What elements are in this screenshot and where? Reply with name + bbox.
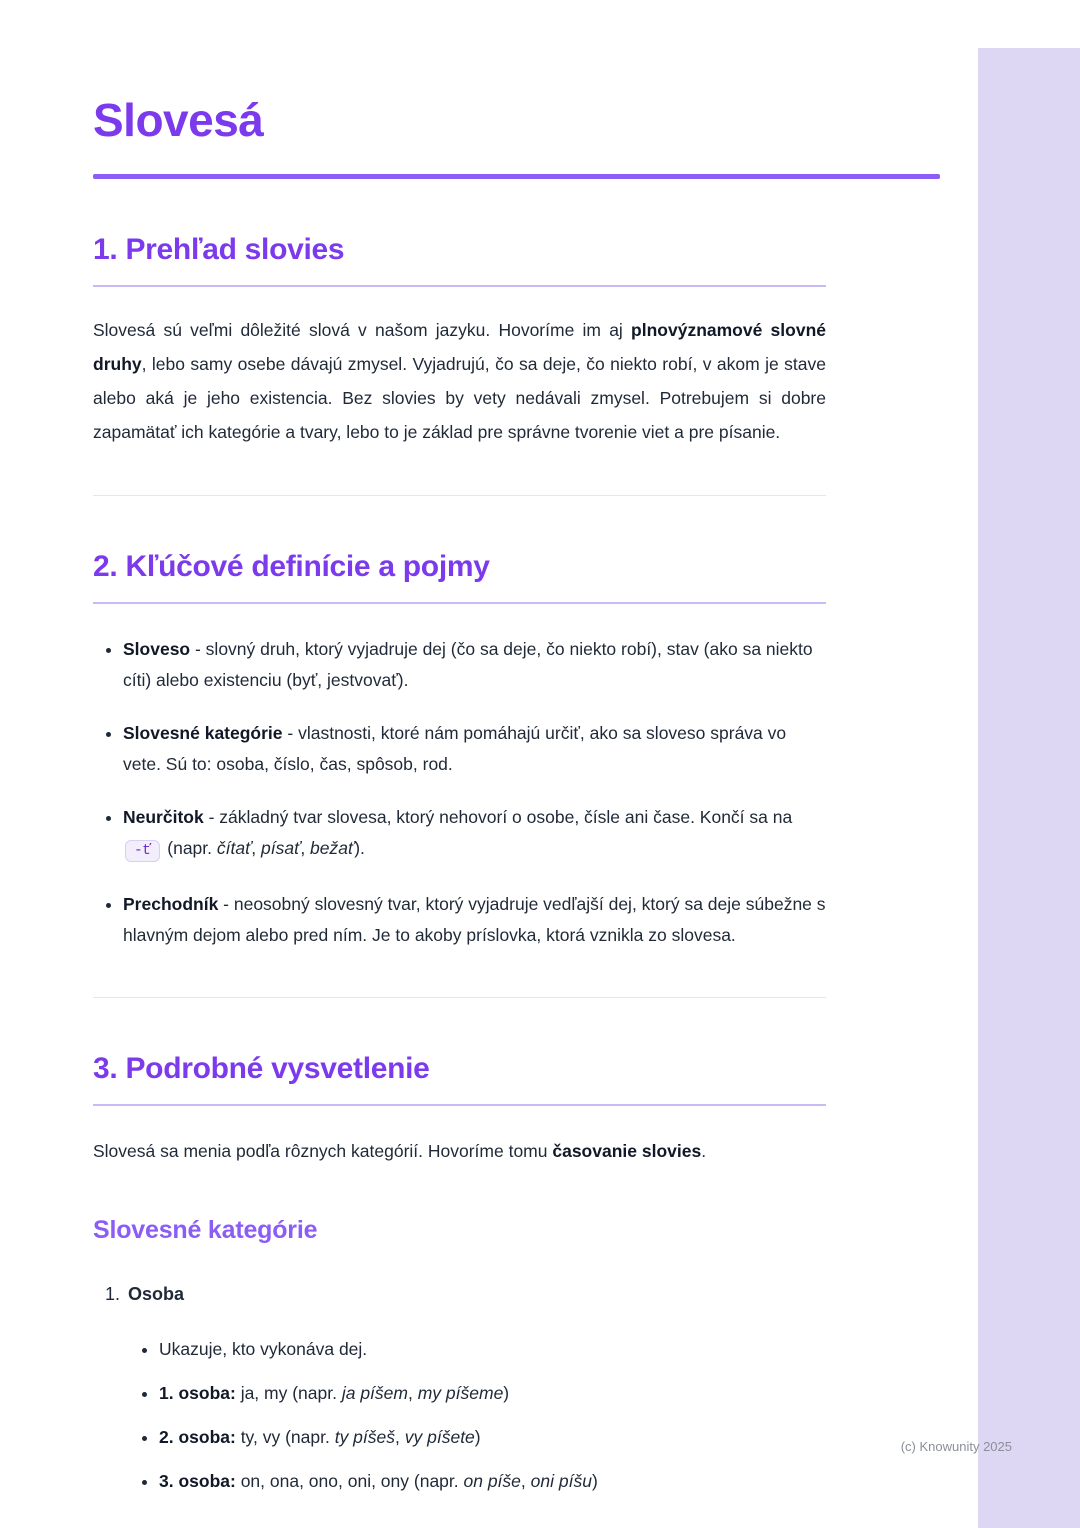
text-run: písať: [261, 838, 301, 858]
section-explanation: [93, 1050, 826, 1496]
list-item: [123, 718, 826, 780]
section-2-heading: 2. Kľúčové definície a pojmy: [93, 548, 826, 604]
text-run: on píše: [463, 1471, 521, 1491]
text-run: čítať: [216, 838, 252, 858]
text-run: časovanie slovies: [552, 1141, 702, 1161]
text-run: bežať: [310, 838, 355, 858]
text-run: - slovný druh, ktorý vyjadruje dej (čo sa deje, čo niekto robí), stav (ako sa niekto cíti) alebo existenciu (byť, jestvovať).: [123, 639, 813, 690]
list-item: [159, 1422, 826, 1452]
subheading-verb-categories: Slovesné kategórie: [93, 1216, 318, 1244]
text-run: - základný tvar slovesa, ktorý nehovorí o osobe, čísle ani čase. Končí sa na: [203, 807, 793, 827]
text-run: , lebo samy osebe dávajú zmysel. Vyjadrujú, čo sa deje, čo niekto robí, v akom je stave alebo aká je jeho existencia. Bez slovies by vety nedávali zmysel. Potrebujem si dobre zapamätať ich kategórie a tvary, lebo to je základ pre správne tvorenie viet a pre písanie.: [93, 354, 826, 442]
text-run: - neosobný slovesný tvar, ktorý vyjadruje vedľajší dej, ktorý sa deje súbežne s hlavným dejom alebo pred ním. Je to akoby príslovka, ktorá vznikla zo slovesa.: [123, 894, 826, 945]
text-run: vy píšete: [404, 1427, 475, 1447]
text-run: Slovesá sú veľmi dôležité slová v našom jazyku. Hovoríme im aj: [93, 320, 632, 340]
text-run: 3. osoba:: [159, 1471, 236, 1491]
list-item: [159, 1334, 826, 1364]
osoba-detail-list: [93, 1334, 826, 1496]
text-run: on, ona, ono, oni, ony (napr.: [235, 1471, 464, 1491]
numbered-item-osoba: [105, 1280, 826, 1308]
copyright-notice: (c) Knowunity 2025: [900, 1439, 1012, 1454]
text-run: ty, vy (napr.: [235, 1427, 335, 1447]
document-content: [93, 0, 826, 1510]
numbered-item-number: 1.: [105, 1284, 121, 1304]
text-run: ): [474, 1427, 481, 1447]
text-run: plnovýznamové slovné druhy: [93, 320, 826, 374]
section-definitions: [93, 548, 826, 951]
list-item: [123, 802, 826, 867]
text-run: ): [591, 1471, 598, 1491]
text-run: ja, my (napr.: [235, 1383, 342, 1403]
text-run: ,: [251, 838, 262, 858]
text-run: ): [503, 1383, 510, 1403]
text-run: 2. osoba:: [159, 1427, 236, 1447]
text-run: Neurčitok: [123, 807, 204, 827]
section-1-paragraph: [93, 313, 826, 449]
text-run: ,: [395, 1427, 405, 1447]
text-run: Sloveso: [123, 639, 191, 659]
text-run: ja píšem: [341, 1383, 408, 1403]
text-run: Slovesá sa menia podľa rôznych kategórií. Hovoríme tomu: [93, 1141, 553, 1161]
text-run: -ť: [125, 840, 160, 862]
text-run: oni píšu: [530, 1471, 592, 1491]
text-run: (napr.: [162, 838, 217, 858]
numbered-item-label: Osoba: [128, 1284, 185, 1304]
text-run: ).: [354, 838, 365, 858]
section-overview: [93, 231, 826, 449]
text-run: .: [701, 1141, 707, 1161]
text-run: Prechodník: [123, 894, 219, 914]
text-run: Slovesné kategórie: [123, 723, 283, 743]
list-item: [123, 889, 826, 951]
section-3-paragraph: [93, 1136, 826, 1166]
section-3-heading: 3. Podrobné vysvetlenie: [93, 1050, 826, 1106]
text-run: ,: [407, 1383, 418, 1403]
list-item: [123, 634, 826, 696]
text-run: my píšeme: [417, 1383, 504, 1403]
text-run: ty píšeš: [334, 1427, 396, 1447]
text-run: ,: [300, 838, 311, 858]
text-run: - vlastnosti, ktoré nám pomáhajú určiť, ako sa sloveso správa vo vete. Sú to: osoba, číslo, čas, spôsob, rod.: [123, 723, 787, 774]
section-1-heading: 1. Prehľad slovies: [93, 231, 826, 287]
text-run: 1. osoba:: [159, 1383, 236, 1403]
section-divider: [93, 495, 826, 496]
page-title: Slovesá: [93, 94, 264, 146]
definitions-list: [93, 634, 826, 951]
text-run: ,: [520, 1471, 531, 1491]
title-rule: [93, 174, 940, 179]
side-stripe: [978, 48, 1080, 1528]
list-item: [159, 1378, 826, 1408]
text-run: Ukazuje, kto vykonáva dej.: [159, 1339, 368, 1359]
list-item: [159, 1466, 826, 1496]
section-divider: [93, 997, 826, 998]
